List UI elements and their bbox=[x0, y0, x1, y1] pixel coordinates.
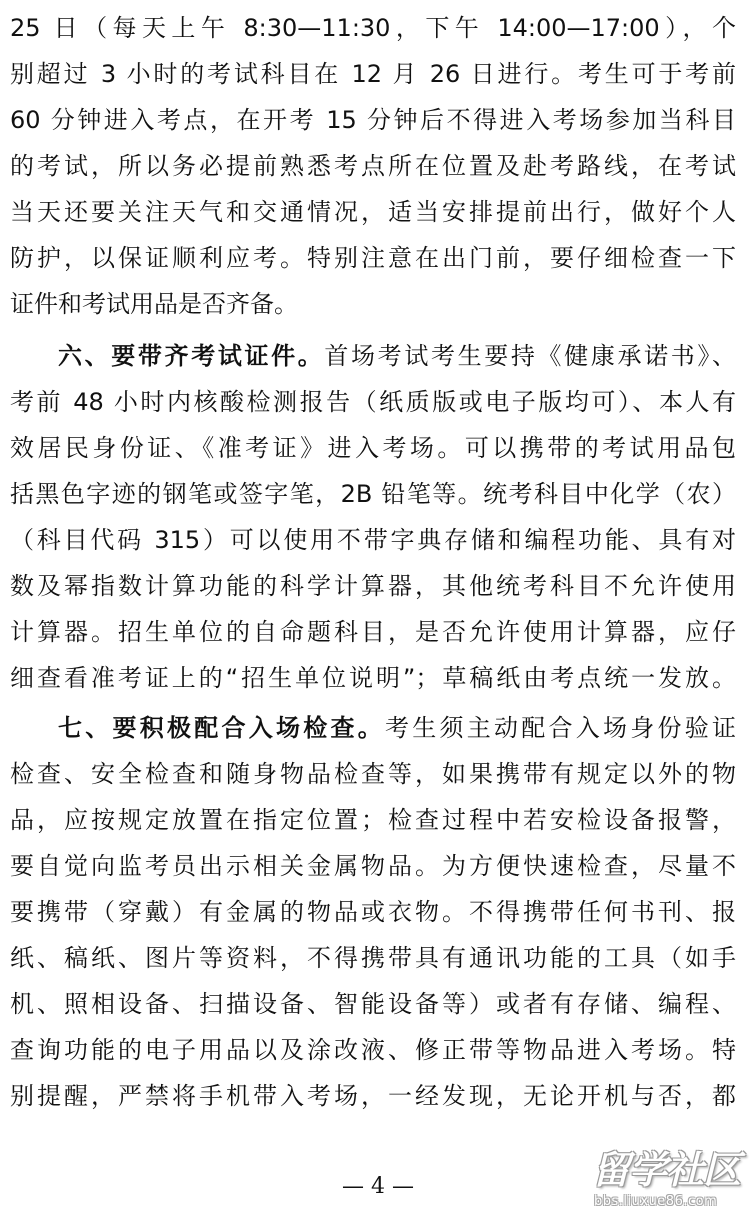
paragraph-line: 效居民身份证、《准考证》进入考场。可以携带的考试用品包 bbox=[10, 434, 736, 462]
paragraph-line: 查询功能的电子用品以及涂改液、修正带等物品进入考场。特 bbox=[10, 1036, 736, 1064]
section-7-first-line bbox=[58, 710, 736, 746]
paragraph-line: 的考试，所以务必提前熟悉考点所在位置及赴考路线，在考试 bbox=[10, 152, 736, 180]
paragraph-line: 60 分钟进入考点，在开考 15 分钟后不得进入考场参加当科目 bbox=[10, 106, 736, 134]
paragraph-line: 当天还要关注天气和交通情况，适当安排提前出行，做好个人 bbox=[10, 198, 736, 226]
paragraph-line: 纸、稿纸、图片等资料，不得携带具有通讯功能的工具（如手 bbox=[10, 944, 736, 972]
watermark-url: bbs.liuxue86.com bbox=[594, 1194, 718, 1209]
paragraph-line: 要自觉向监考员出示相关金属物品。为方便快速检查，尽量不 bbox=[10, 852, 736, 880]
paragraph-line: 品，应按规定放置在指定位置；检查过程中若安检设备报警， bbox=[10, 806, 736, 834]
paragraph-line: 机、照相设备、扫描设备、智能设备等）或者有存储、编程、 bbox=[10, 990, 736, 1018]
paragraph-line: 考前 48 小时内核酸检测报告（纸质版或电子版均可）、本人有 bbox=[10, 388, 736, 416]
paragraph-line: 要携带（穿戴）有金属的物品或衣物。不得携带任何书刊、报 bbox=[10, 898, 736, 926]
section-6-first-line-text: 首场考试考生要持《健康承诺书》、 bbox=[324, 342, 736, 370]
paragraph-line: 计算器。招生单位的自命题科目，是否允许使用计算器，应仔 bbox=[10, 618, 736, 646]
paragraph-line: （科目代码 315）可以使用不带字典存储和编程功能、具有对 bbox=[10, 526, 736, 554]
section-7-first-line-text: 考生须主动配合入场身份验证 bbox=[385, 714, 736, 742]
paragraph-line: 25 日（每天上午 8:30—11:30，下午 14:00—17:00），个 bbox=[10, 14, 736, 42]
page-number: — 4 — bbox=[342, 1174, 414, 1199]
paragraph-line: 检查、安全检查和随身物品检查等，如果携带有规定以外的物 bbox=[10, 760, 736, 788]
section-6-first-line bbox=[58, 338, 736, 374]
paragraph-line: 细查看准考证上的“招生单位说明”；草稿纸由考点统一发放。 bbox=[10, 664, 736, 692]
watermark-logo-text: 留学社区 bbox=[592, 1148, 741, 1192]
paragraph-line: 别提醒，严禁将手机带入考场，一经发现，无论开机与否，都 bbox=[10, 1082, 736, 1110]
paragraph-line: 括黑色字迹的钢笔或签字笔，2B 铅笔等。统考科目中化学（农） bbox=[10, 480, 736, 508]
section-7-heading: 七、要积极配合入场检查。 bbox=[58, 714, 385, 742]
section-6-heading: 六、要带齐考试证件。 bbox=[58, 342, 325, 370]
paragraph-line: 证件和考试用品是否齐备。 bbox=[10, 290, 298, 318]
paragraph-line: 别超过 3 小时的考试科目在 12 月 26 日进行。考生可于考前 bbox=[10, 60, 736, 88]
paragraph-line: 防护，以保证顺利应考。特别注意在出门前，要仔细检查一下 bbox=[10, 244, 736, 272]
paragraph-line: 数及幂指数计算功能的科学计算器，其他统考科目不允许使用 bbox=[10, 572, 736, 600]
